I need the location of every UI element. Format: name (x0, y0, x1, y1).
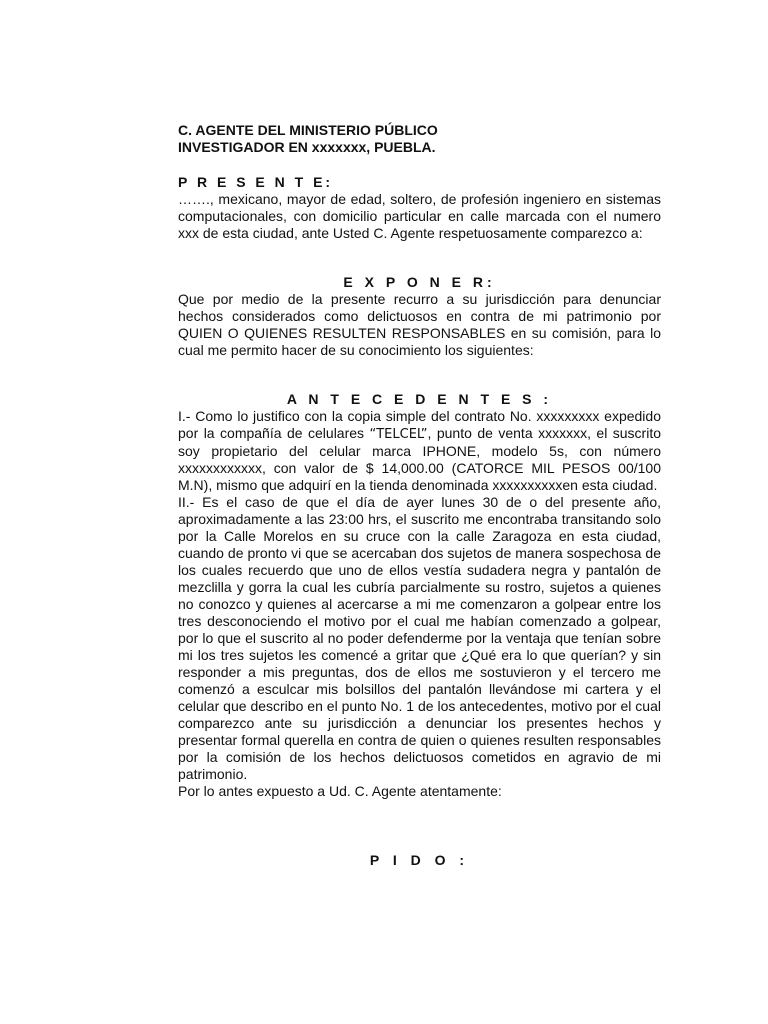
telcel-name: “TELCEL” (369, 427, 428, 442)
closing-paragraph: Por lo antes expuesto a Ud. C. Agente atentamente: (178, 783, 502, 799)
addressee-line-2: INVESTIGADOR EN xxxxxxx, PUEBLA. (178, 139, 436, 155)
intro-paragraph: ……., mexicano, mayor de edad, soltero, de profesión ingeniero en sistemas computacionales, con domicilio particular en calle marcada con el numero xxx de esta ciudad, ante Usted C. Agente respetuosamente comparezco a: (178, 191, 661, 241)
presente-heading: P R E S E N T E: (178, 174, 334, 190)
antecedentes-heading: A N T E C E D E N T E S : (286, 391, 553, 407)
antecedente-1-text-b: , punto de venta xxxxxxx, el suscrito soy propietario del celular marca IPHONE, modelo 5s, con número xxxxxxxxxxxx, con valor de $ 14,000.00 (CATORCE MIL PESOS 00/100 M.N), mismo que adquirí en la tienda denominada xxxxxxxxxxen esta ciudad. (178, 425, 661, 493)
document-page (178, 122, 661, 869)
addressee-line-1: C. AGENTE DEL MINISTERIO PÚBLICO (178, 122, 438, 138)
pido-heading: P I D O : (369, 852, 470, 868)
exponer-paragraph: Que por medio de la presente recurro a su jurisdicción para denunciar hechos considerados como delictuosos en contra de mi patrimonio por QUIEN O QUIENES RESULTEN RESPONSABLES en su comisión, para lo cual me permito hacer de su conocimiento los siguientes: (178, 291, 661, 358)
antecedente-1-paragraph (178, 408, 661, 494)
exponer-heading: E X P O N E R: (343, 274, 496, 290)
antecedente-2-paragraph: II.- Es el caso de que el día de ayer lunes 30 de o del presente año, aproximadamente a las 23:00 hrs, el suscrito me encontraba transitando solo por la Calle Morelos en su cruce con la calle Zaragoza en esta ciudad, cuando de pronto vi que se acercaban dos sujetos de manera sospechosa de los cuales recuerdo que uno de ellos vestía sudadera negra y pantalón de mezclilla y gorra la cual les cubría parcialmente su rostro, sujetos a quienes no conozco y quienes al acercarse a mi me comenzaron a golpear entre los tres desconociendo el motivo por el cual me habían comenzado a golpear, por lo que el suscrito al no poder defenderme por la ventaja que tenían sobre mi los tres sujetos les comencé a gritar que ¿Qué era lo que querían? y sin responder a mis preguntas, dos de ellos me sostuvieron y el tercero me comenzó a esculcar mis bolsillos del pantalón llevándose mi cartera y el celular que describo en el punto No. 1 de los antecedentes, motivo por el cual comparezco ante su jurisdicción a denunciar los presentes hechos y presentar formal querella en contra de quien o quienes resulten responsables por la comisión de los hechos delictuosos cometidos en agravio de mi patrimonio. (178, 494, 661, 782)
antecedente-1-text-a: I.- Como lo justifico con la copia simple del contrato No. xxxxxxxxx expedido por la compañía de celulares (178, 408, 661, 441)
